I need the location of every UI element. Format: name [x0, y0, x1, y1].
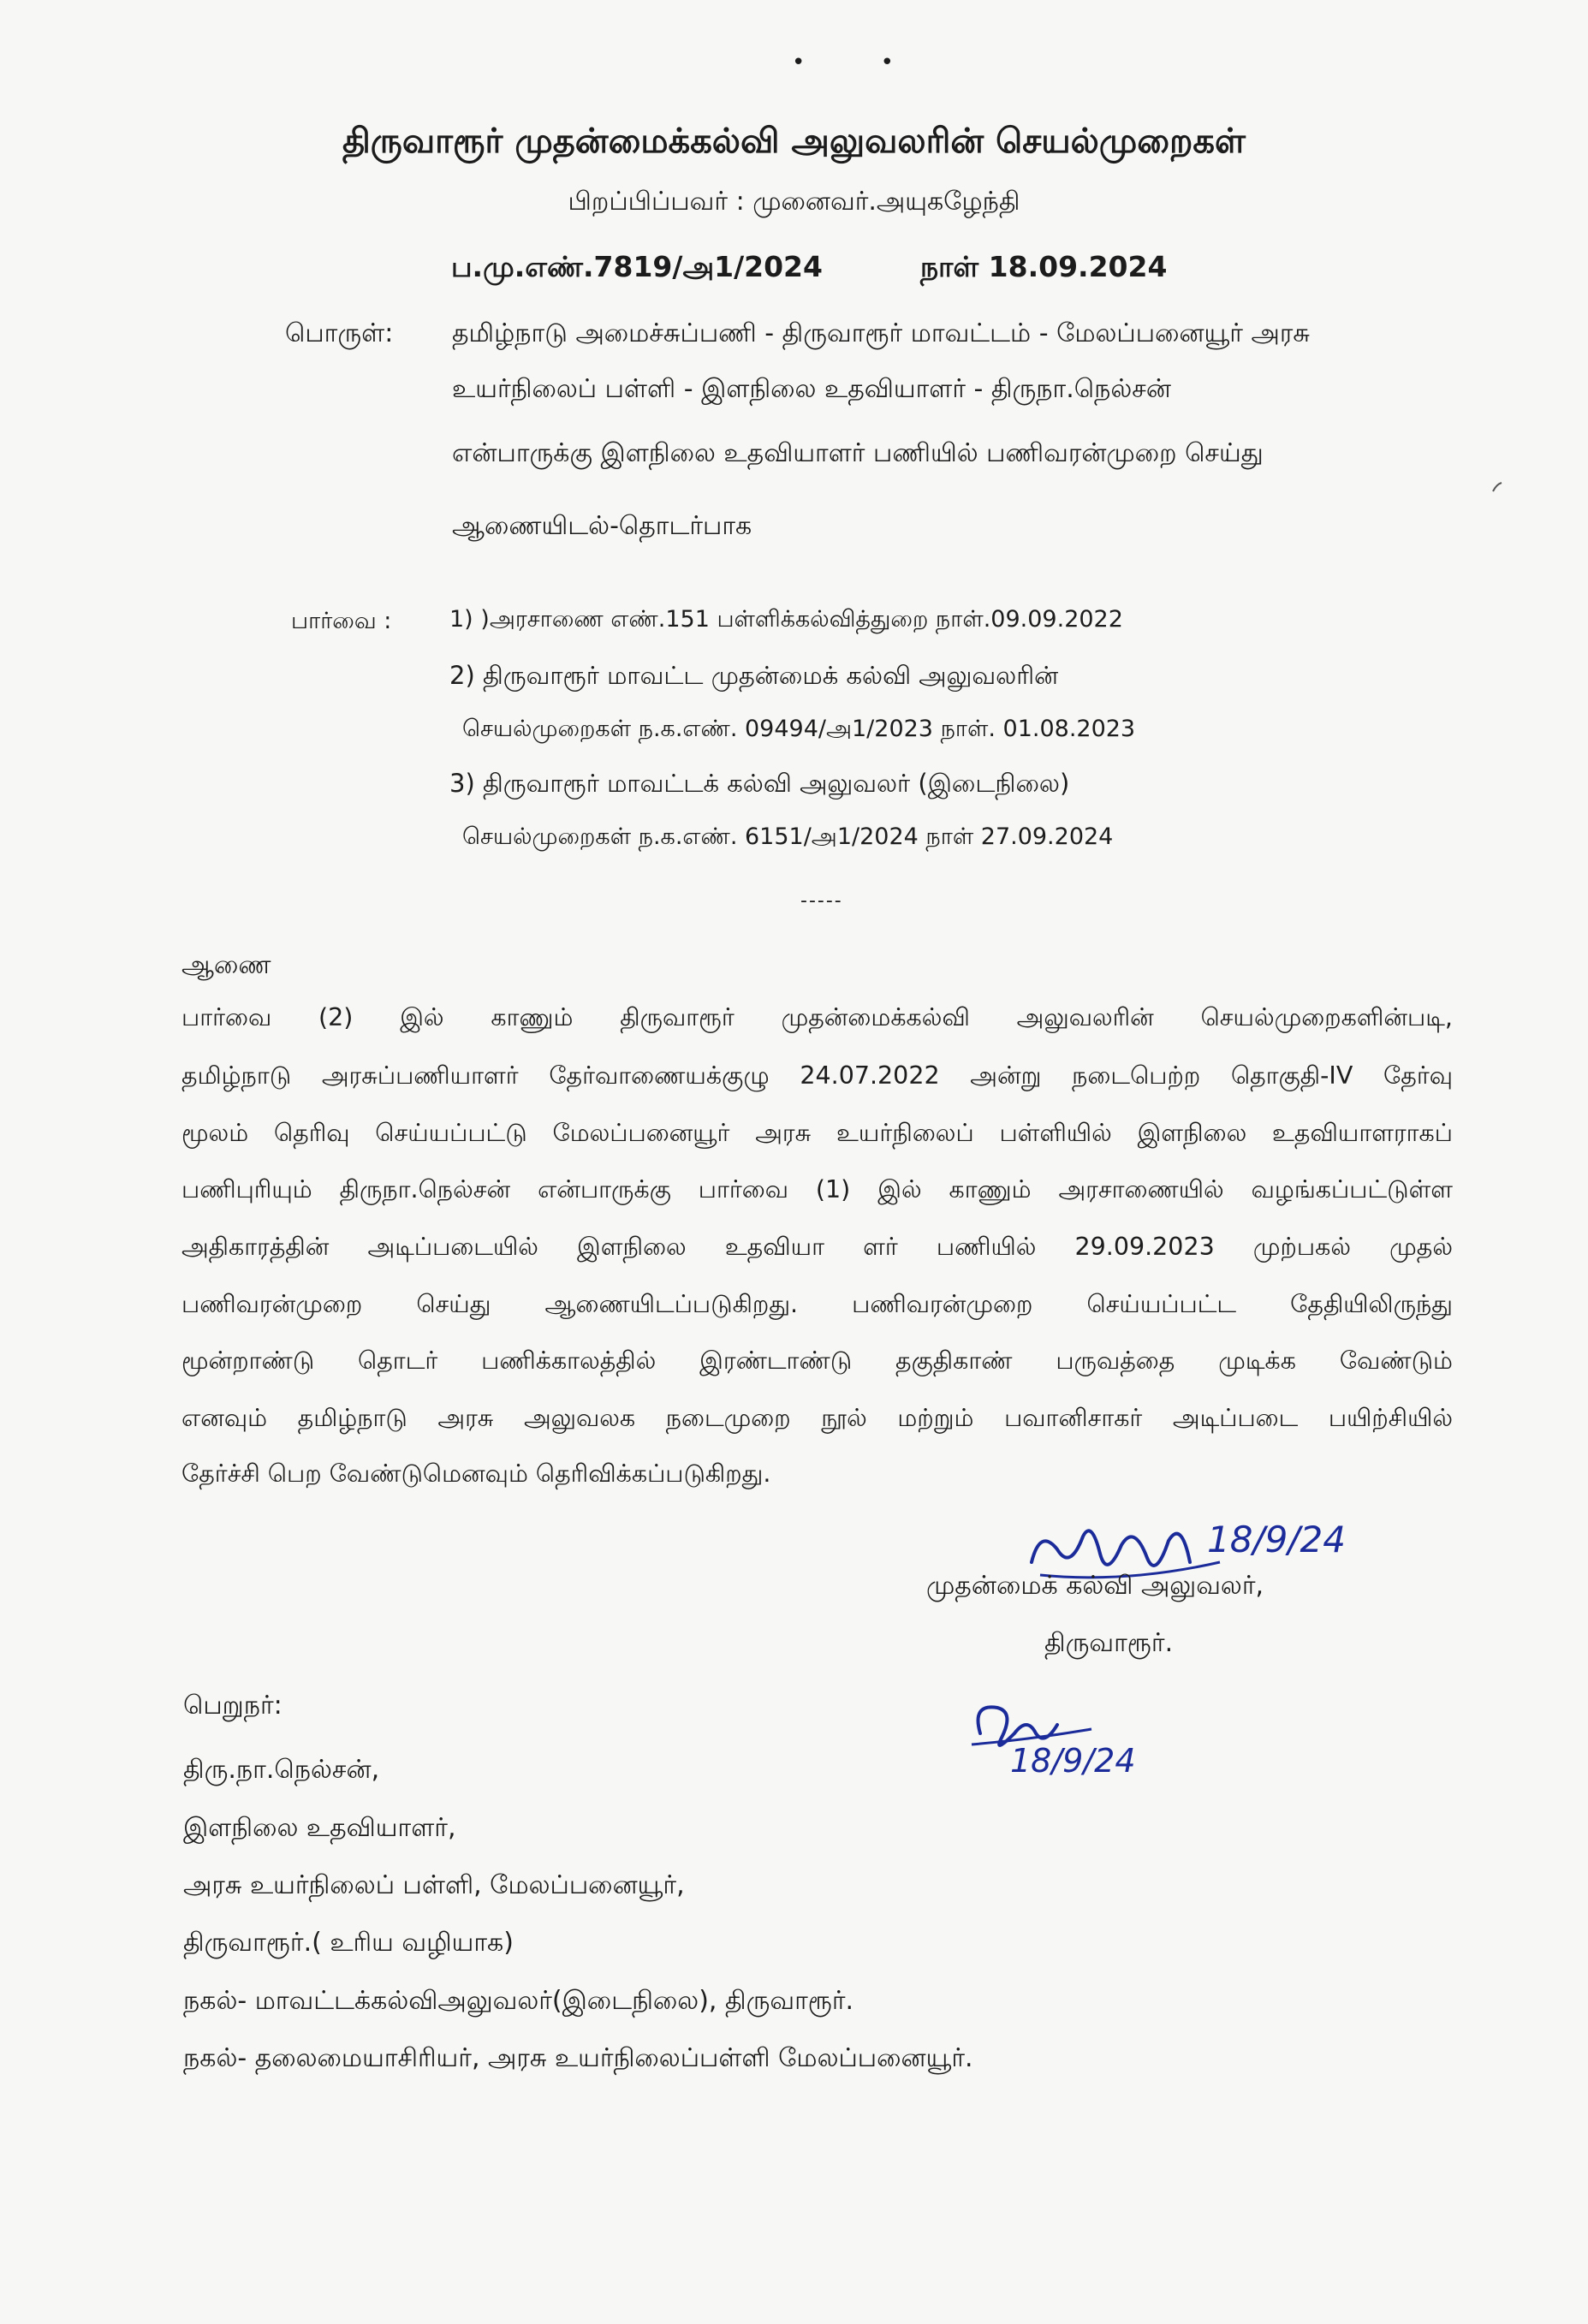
reference-item: 1) )அரசாணை எண்.151 பள்ளிக்கல்வித்துறை நாள்.09.09.2022	[449, 606, 1123, 633]
copy-to-line: நகல்- மாவட்டக்கல்விஅலுவலர்(இடைநிலை), திருவாரூர்.	[183, 1986, 854, 2016]
copy-to-line: நகல்- தலைமையாசிரியர், அரசு உயர்நிலைப்பள்ளி மேலப்பனையூர்.	[183, 2043, 973, 2073]
issuer-line: பிறப்பிப்பவர் : முனைவர்.அயுகழேந்தி	[568, 187, 1020, 217]
references-label: பார்வை :	[291, 608, 392, 634]
subject-line: தமிழ்நாடு அமைச்சுப்பணி - திருவாரூர் மாவட்டம் - மேலப்பனையூர் அரசு	[452, 318, 1310, 348]
recipient-line: இளநிலை உதவியாளர்,	[183, 1813, 456, 1843]
subject-line: என்பாருக்கு இளநிலை உதவியாளர் பணியில் பணிவரன்முறை செய்து	[452, 438, 1264, 468]
reference-item: செயல்முறைகள் ந.க.எண். 6151/அ1/2024 நாள் 27.09.2024	[462, 823, 1114, 850]
recipient-line: அரசு உயர்நிலைப் பள்ளி, மேலப்பனையூர்,	[183, 1870, 685, 1900]
signature-date: 18/9/24	[1207, 1519, 1346, 1560]
handwritten-initials	[963, 1686, 1169, 1780]
subject-line: உயர்நிலைப் பள்ளி - இளநிலை உதவியாளர் - திருநா.நெல்சன்	[452, 374, 1171, 404]
order-line: எனவும் தமிழ்நாடு அரசு அலுவலக நடைமுறை நூல் மற்றும் பவானிசாகர் அடிப்படை பயிற்சியில்	[181, 1404, 1453, 1432]
document-title: திருவாரூர் முதன்மைக்கல்வி அலுவலரின் செயல்முறைகள்	[342, 122, 1246, 161]
subject-label: பொருள்:	[285, 318, 394, 348]
subject-line: ஆணையிடல்-தொடர்பாக	[452, 511, 752, 541]
document-date: நாள் 18.09.2024	[920, 250, 1168, 283]
order-line: தமிழ்நாடு அரசுப்பணியாளர் தேர்வாணையக்குழு 24.07.2022 அன்று நடைபெற்ற தொகுதி-IV தேர்வு	[181, 1061, 1453, 1090]
reference-number: ப.மு.எண்.7819/அ1/2024	[451, 250, 823, 283]
signatory-designation: முதன்மைக் கல்வி அலுவலர்,	[926, 1571, 1264, 1601]
reference-item: 3) திருவாரூர் மாவட்டக் கல்வி அலுவலர் (இடைநிலை)	[449, 769, 1070, 798]
order-line: பணிவரன்முறை செய்து ஆணையிடப்படுகிறது. பணிவரன்முறை செய்யப்பட்ட தேதியிலிருந்து	[181, 1290, 1453, 1318]
order-line: தேர்ச்சி பெற வேண்டுமெனவும் தெரிவிக்கப்படுகிறது.	[181, 1459, 771, 1488]
reference-item: 2) திருவாரூர் மாவட்ட முதன்மைக் கல்வி அலுவலரின்	[449, 661, 1059, 690]
initials-date: 18/9/24	[1010, 1742, 1136, 1780]
order-line: மூன்றாண்டு தொடர் பணிக்காலத்தில் இரண்டாண்டு தகுதிகாண் பருவத்தை முடிக்க வேண்டும்	[181, 1346, 1453, 1375]
reference-item: செயல்முறைகள் ந.க.எண். 09494/அ1/2023 நாள். 01.08.2023	[462, 716, 1136, 742]
recipient-label: பெறுநர்:	[183, 1691, 283, 1721]
order-line: பணிபுரியும் திருநா.நெல்சன் என்பாருக்கு பார்வை (1) இல் காணும் அரசாணையில் வழங்கப்பட்டுள்ள	[181, 1175, 1453, 1204]
order-line: மூலம் தெரிவு செய்யப்பட்டு மேலப்பனையூர் அரசு உயர்நிலைப் பள்ளியில் இளநிலை உதவியாளராகப்	[181, 1119, 1453, 1147]
order-line: அதிகாரத்தின் அடிப்படையில் இளநிலை உதவியா ளர் பணியில் 29.09.2023 முற்பகல் முதல்	[181, 1233, 1453, 1261]
order-label: ஆணை	[181, 950, 271, 980]
order-line: பார்வை (2) இல் காணும் திருவாரூர் முதன்மைக்கல்வி அலுவலரின் செயல்முறைகளின்படி,	[181, 1003, 1453, 1031]
recipient-line: திருவாரூர்.( உரிய வழியாக)	[183, 1928, 514, 1958]
header-marks: • •	[792, 50, 928, 75]
separator: -----	[800, 890, 843, 912]
signatory-place: திருவாரூர்.	[1044, 1628, 1174, 1658]
stray-mark-icon	[1490, 479, 1505, 496]
recipient-line: திரு.நா.நெல்சன்,	[183, 1755, 380, 1785]
